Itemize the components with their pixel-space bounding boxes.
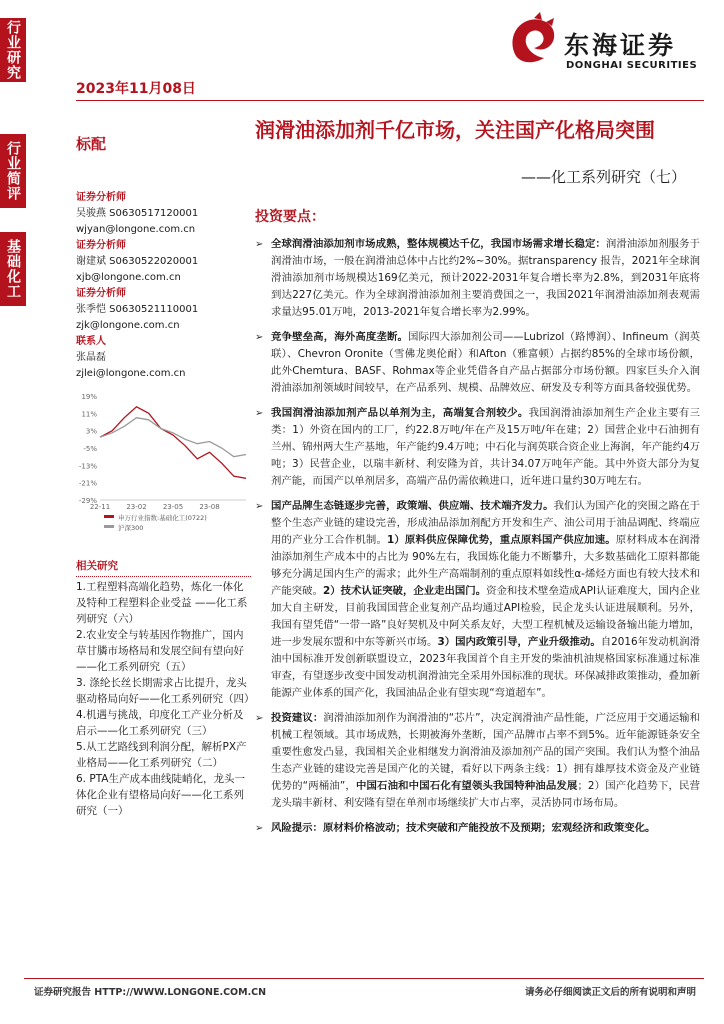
point-heading: 全球润滑油添加剂市场成熟，整体规模达千亿，我国市场需求增长稳定： xyxy=(271,238,606,250)
point-subheading: 3）国内政策引导，产业升级推动。 xyxy=(437,636,601,648)
point-text: 我国润滑油添加剂生产企业主要有三类：1）外资在国内的工厂，约22.8万吨/年在产及15万吨/年在建；2）国营企业中石油拥有兰州、锦州两大生产基地，年产能约9.4万吨；中石化与润英联合资企业上海润，年产能约4万吨；3）民营企业，以瑞丰新材、利安隆为首，共计34.07万吨年产能。其中外资大部分为复剂产能，而国产以单剂居多，高端产品仍需依赖进口，近年进口量约30万吨左右。 xyxy=(271,407,701,487)
legend-label-1: 沪深300 xyxy=(118,524,144,532)
analyst-name: 谢建斌 S0630522020001 xyxy=(76,256,199,267)
y-tick-label: -13% xyxy=(78,462,97,471)
analyst-2 xyxy=(76,238,251,286)
series-line-0 xyxy=(100,407,246,479)
series-line-1 xyxy=(100,418,246,457)
contact-email[interactable]: zjlei@longone.com.cn xyxy=(76,368,186,379)
performance-chart xyxy=(76,388,251,548)
sidebar xyxy=(0,0,26,1024)
point-text: 原材料价格波动；技术突破和产能投放不及预期；宏观经济和政策变化。 xyxy=(322,822,656,834)
point-text: 我们认为国产化的突围之路在于整个生态产业链的建设完善，形成油品添加剂配方开发和生产、油公司用于油品调配、终端应用的产业分工合作机制。 xyxy=(271,500,700,546)
point-heading: 投资建议： xyxy=(271,712,324,724)
point-text: 资金和技术壁垒造成API认证难度大，国内企业加大自主研发，目前我国国营企业复剂产品均通过API检验，民企龙头认证进展顺利。另外，我国有望凭借“一带一路”良好契机及中阿关系友好，大型工程机械及运输设备输出能力增加，进一步发展东盟和中东等新兴市场。 xyxy=(271,585,700,648)
analyst-1 xyxy=(76,190,251,238)
x-tick-label: 23-05 xyxy=(162,503,184,511)
report-title: 润滑油添加剂千亿市场，关注国产化格局突围 xyxy=(255,118,655,142)
y-tick-label: -29% xyxy=(78,497,97,505)
footer-left[interactable]: 证券研究报告 HTTP://WWW.LONGONE.COM.CN xyxy=(34,987,267,998)
invest-point-ecosystem xyxy=(255,498,700,702)
analyst-3 xyxy=(76,286,251,334)
legend-label-0: 申万行业指数:基础化工(0722) xyxy=(118,514,207,522)
related-divider xyxy=(76,576,251,577)
y-tick-label: 11% xyxy=(81,410,97,419)
point-subheading: 1）原料供应保障优势，重点原料国产供应加速。 xyxy=(386,534,616,546)
x-tick-label: 23-08 xyxy=(199,503,220,511)
point-highlight: 中国石油和中国石化有望领头我国特种油品发展 xyxy=(355,780,578,792)
analyst-name: 张季恺 S0630521110001 xyxy=(76,304,199,315)
point-text: 原材料成本在润滑油添加剂生产成本中的占比为 90%左右，我国炼化能力不断攀升，大多数基础化工原料都能够充分满足国内生产的需求；此外生产高端制剂的重点原料如线性α-烯烃方面也有较大技术和产能突破。 xyxy=(271,534,700,597)
invest-point-risk xyxy=(255,820,700,837)
point-text: 润滑油添加剂作为润滑油的“芯片”，决定润滑油产品性能，广泛应用于交通运输和机械工程领域。其市场成熟，长期被海外垄断，国产品牌市占率不到5%。近年能源链条安全重要性愈发凸显，我国相关企业相继发力润滑油及添加剂产品的国产突围。我们认为整个油品生态产业链的建设完善是国产化的关键，看好以下两条主线：1）拥有雄厚技术资金及产业链优势的“两桶油”， xyxy=(271,712,701,792)
analyst-name: 吴骏燕 S0630517120001 xyxy=(76,208,199,219)
contact-name: 张晶磊 xyxy=(76,352,106,363)
report-date: 2023年11月08日 xyxy=(76,81,196,97)
point-text: 自2016年发动机润滑油中国标准开发创新联盟设立，2023年我国首个自主开发的柴油机油规格国家标准通过标准审查，有望逐步改变中国发动机润滑油完全采用外国标准的现状。环保减排政策推动，叠加新能源产业体系的国产化，我国油品企业有望实现“弯道超车”。 xyxy=(271,636,700,699)
related-item[interactable]: 4.机遇与挑战，印度化工产业分析及启示——化工系列研究（三） xyxy=(76,709,244,737)
invest-point-competition xyxy=(255,329,700,397)
brand-subtitle: DONGHAI SECURITIES xyxy=(566,60,698,71)
related-research xyxy=(76,558,255,819)
header-divider xyxy=(76,100,704,101)
analyst-role: 证券分析师 xyxy=(76,288,126,299)
point-heading: 我国润滑油添加剂产品以单剂为主，高端复合剂较少。 xyxy=(271,407,529,419)
footer-divider xyxy=(24,978,704,979)
point-subheading: 2）技术认证突破，企业走出国门。 xyxy=(322,585,487,597)
brand-name: 东海证券 xyxy=(564,31,677,60)
sidebar-tab-industry-research: 行业研究 xyxy=(0,18,26,82)
y-tick-label: 19% xyxy=(81,393,97,401)
legend-swatch-1 xyxy=(104,525,114,528)
sidebar-tab-basic-chemicals: 基础化工 xyxy=(0,232,26,306)
footer-disclaimer: 请务必仔细阅读正文后的所有说明和声明 xyxy=(524,987,696,998)
sidebar-tab-industry-brief: 行业简评 xyxy=(0,134,26,208)
y-tick-label: 3% xyxy=(85,427,97,436)
analyst-email[interactable]: wjyan@longone.com.cn xyxy=(76,224,196,235)
invest-point-market xyxy=(255,236,700,321)
invest-body xyxy=(255,236,700,845)
point-text: 润滑油添加剂服务于润滑油市场，一般在润滑油总体中占比约2%~30%。据transparency 报告，2021年全球润滑油添加剂市场规模达169亿美元，预计2022-2031年复合增长率为2.8%，到2031年底将到达227亿美元。作为全球润滑油添加剂主要消费国之一，我国2021年润滑油添加剂表观需求量达95.01万吨，2013-2021年复合增长率为2.99%。 xyxy=(271,238,701,318)
performance-chart-svg xyxy=(76,388,251,548)
related-item[interactable]: 1.工程塑料高端化趋势，炼化一体化及特种工程塑料企业受益 ——化工系列研究（六） xyxy=(76,581,248,625)
point-heading: 竞争壁垒高，海外高度垄断。 xyxy=(271,331,409,343)
related-research-header: 相关研究 xyxy=(76,560,118,572)
y-tick-label: -5% xyxy=(83,445,97,453)
point-text: 国际四大添加剂公司——Lubrizol（路博润）、Infineum（润英联）、Chevron Oronite（雪佛龙奥伦耐）和Afton（雅富顿）占据约85%的全球市场份额，此外Chemtura、BASF、Rohmax等企业凭借各自产品占据部分市场份额。四家巨头介入润滑油添加剂领域时间较早，在产品系列、规模、品牌效应、研发及专利等方面具备较强优势。 xyxy=(271,331,701,394)
related-item[interactable]: 5.从工艺路线到利润分配，解析PX产业格局——化工系列研究（二） xyxy=(76,741,247,769)
related-item[interactable]: 2.农业安全与转基因作物推广，国内草甘膦市场格局和发展空间有望向好——化工系列研究（五） xyxy=(76,629,244,673)
contact-role: 联系人 xyxy=(76,336,106,347)
invest-section-header: 投资要点： xyxy=(255,209,325,225)
brand-logo xyxy=(504,8,704,78)
point-heading: 国产品牌生态链逐步完善，政策端、供应端、技术端齐发力。 xyxy=(271,500,554,512)
x-tick-label: 23-02 xyxy=(126,503,147,511)
rating-label: 标配 xyxy=(76,135,107,153)
analyst-role: 证券分析师 xyxy=(76,192,126,203)
dragon-emblem-icon xyxy=(504,12,564,74)
y-tick-label: -21% xyxy=(78,479,97,488)
invest-point-domestic xyxy=(255,405,700,490)
legend-swatch-0 xyxy=(104,515,114,518)
related-item[interactable]: 3. 涤纶长丝长期需求占比提升，龙头驱动格局向好——化工系列研究（四） xyxy=(76,677,255,705)
analyst-list xyxy=(76,190,251,382)
analyst-email[interactable]: zjk@longone.com.cn xyxy=(76,320,180,331)
report-subtitle: ——化工系列研究（七） xyxy=(520,168,686,186)
point-heading: 风险提示： xyxy=(271,822,323,834)
related-item[interactable]: 6. PTA生产成本曲线陡峭化，龙头一体化企业有望格局向好——化工系列研究（一） xyxy=(76,773,245,817)
point-text: ；2）国产化趋势下，民营龙头瑞丰新材、利安隆有望在单剂市场继续扩大市占率，灵活协同市场布局。 xyxy=(271,780,701,809)
x-tick-label: 22-11 xyxy=(89,503,111,511)
invest-point-recommendation xyxy=(255,710,700,812)
contact-person xyxy=(76,334,251,382)
analyst-email[interactable]: xjb@longone.com.cn xyxy=(76,272,181,283)
analyst-role: 证券分析师 xyxy=(76,240,126,251)
